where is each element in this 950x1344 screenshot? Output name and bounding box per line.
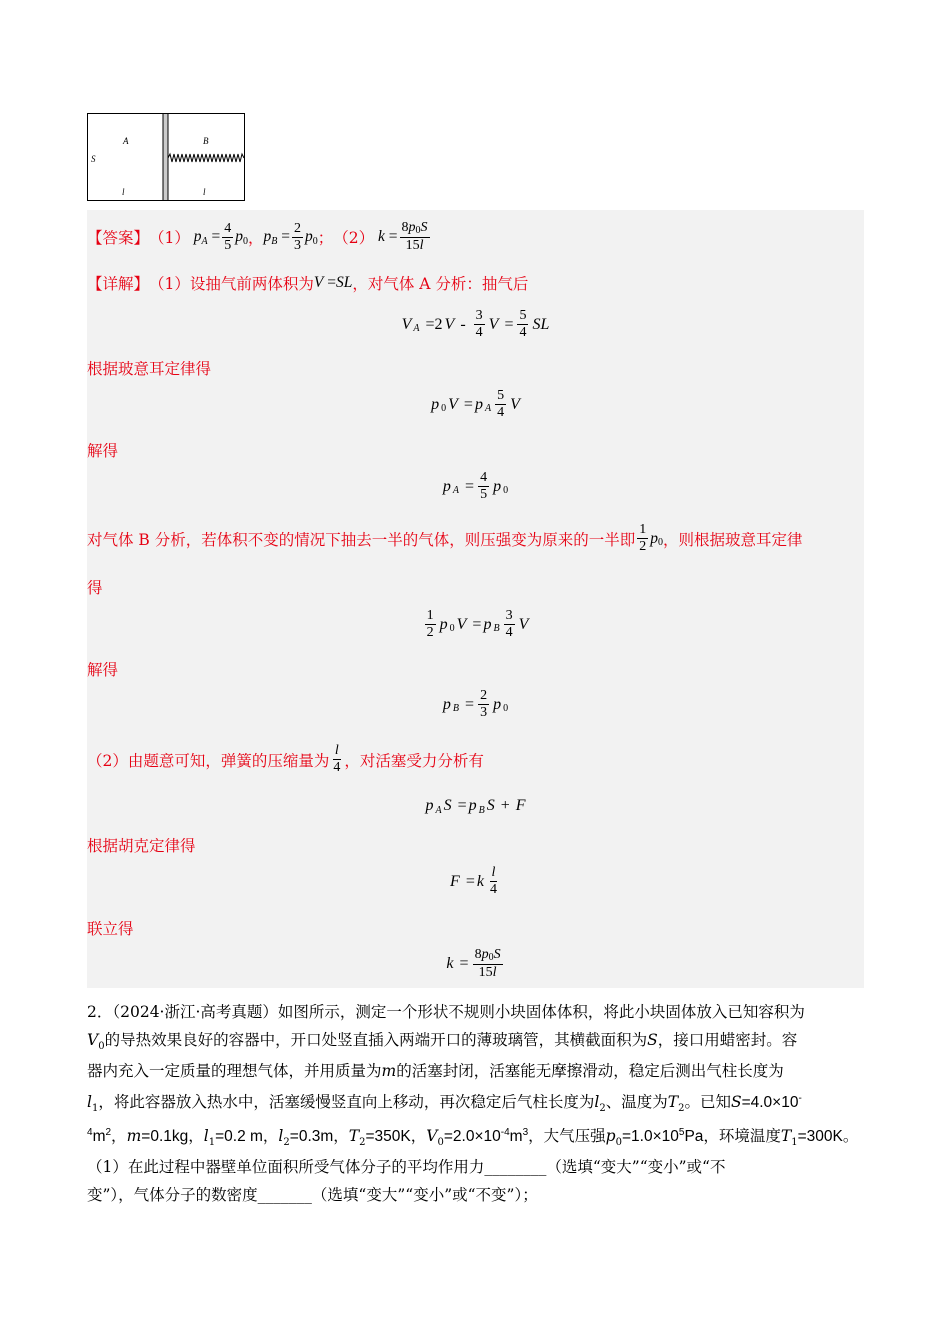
q-line-4-text-c: 。已知 [684, 1093, 731, 1112]
answer-sep2: ； [317, 229, 334, 247]
q-line-2-text-a: 的导热效果良好的容器中，开口处竖直插入两端开口的薄玻璃管，其横截面积为 [104, 1031, 648, 1049]
q-line-6: （1）在此过程中器壁单位面积所受气体分子的平均作用力________（选填“变大”“变小”或“不 [87, 1158, 726, 1177]
q-line-5-l1: =0.2 m， [215, 1128, 279, 1146]
q-line-5-t2: =350K， [365, 1128, 427, 1146]
q-line-5-p0: =1.0×10 [621, 1128, 679, 1146]
detail-part2-text-b: ，对活塞受力分析有 [344, 751, 484, 770]
detail-line-b-text-a: 对气体 B 分析，若体积不变的情况下抽去一半的气体，则压强变为原来的一半即 [87, 530, 636, 549]
answer-part2-label: （2） [333, 229, 375, 247]
label-l-left: l [122, 187, 125, 197]
q-line-3-text-a: 器内充入一定质量的理想气体，并用质量为 [87, 1062, 382, 1080]
piston [163, 114, 168, 201]
detail-line1 [87, 272, 528, 294]
q-line-5-text-p: ，大气压强 [528, 1127, 606, 1146]
q-line-4: $l_1$，将此容器放入热水中，活塞缓慢竖直向上移动，再次稳定后气柱长度为$l_2$、温度为$T_2$。已知S=4.0×10- [87, 1093, 802, 1115]
equation-va: V A =2 V - $\frac{3}{4}$ V = $\frac{5}{4}$ SL [401, 308, 550, 340]
boyle-text-1: 根据玻意耳定律得 [87, 360, 212, 378]
q-line-4-text-a: ，将此容器放入热水中，活塞缓慢竖直向上移动，再次稳定后气柱长度为 [98, 1093, 595, 1112]
detail-part2 [87, 743, 484, 776]
apparatus-diagram [87, 113, 245, 201]
detail-part2-text-a: （2）由题意可知，弹簧的压缩量为 [87, 751, 330, 770]
q-line-5-unit-m: m [92, 1128, 106, 1146]
equation-force-balance: p A S = p B S + F [425, 797, 526, 816]
q-line-5-comma: ， [111, 1127, 127, 1146]
label-b: B [203, 136, 209, 146]
equation-pa: p A = $\frac{4}{5}$ p 0 [442, 470, 509, 502]
label-a: A [123, 136, 129, 146]
q-line-4-value-s: =4.0×10 [741, 1094, 799, 1112]
equation-boyle-b: $\frac{1}{2}$ p 0 V = p B $\frac{3}{4}$ V [426, 608, 529, 640]
q-line-5-unit-m3: m [509, 1128, 523, 1146]
q-line-7: 变”），气体分子的数密度_______（选填“变大”“变小”或“不变”）； [87, 1186, 538, 1205]
question-2 [87, 998, 867, 1209]
solve-text-2: 解得 [87, 661, 119, 679]
q-line-1 [87, 998, 867, 1026]
answer-tag: 【答案】 [87, 229, 150, 247]
detail-tag: 【详解】 [87, 275, 150, 293]
q-line-2: $V_0$的导热效果良好的容器中，开口处竖直插入两端开口的薄玻璃管，其横截面积为S，接口用蜡密封。容 [87, 1031, 798, 1052]
solve-text-1: 解得 [87, 442, 119, 460]
q-line-5-t1: =300K。 [797, 1128, 859, 1146]
answer-part1-label: （1） [149, 229, 190, 247]
answer-pb: p B = $\frac{2}{3}$ p 0 [263, 220, 318, 253]
q-line-1-text: 2．（2024·浙江·高考真题）如图所示，测定一个形状不规则小块固体体积，将此小块固体放入已知容积为 [87, 1003, 805, 1021]
equation-k: k = $\frac{8p0S}{15l}$ [446, 947, 501, 980]
q-line-2-text-b: ，接口用蜡密封。容 [657, 1031, 798, 1049]
v-eq-sl: V =SL [313, 274, 353, 291]
q-line-5: $^4m^2$，m=0.1kg，$l_1=0.2$ m，$l_2=0.3m$，$T_2=350K$，$V_0=2.0\times 10^{-4}m^3$，大气压强$p_0=1.0\times 10^5Pa$，环境温度$T_1=300K$。 [87, 1127, 859, 1149]
equation-hooke: F = k $\frac{l}{4}$ [450, 865, 497, 897]
detail-line-b [87, 522, 803, 555]
combine-text: 联立得 [87, 920, 134, 938]
label-s: S [91, 154, 96, 164]
l-over-4: $\frac{l}{4}$ [333, 743, 341, 775]
answer-k: k = $\frac{8p0S}{15l}$ [378, 220, 428, 253]
hooke-text: 根据胡克定律得 [87, 837, 196, 855]
detail-line1-text-a: （1）设抽气前两体积为 [149, 275, 314, 293]
equation-boyle-a: p 0 V = p A $\frac{5}{4}$ V [431, 388, 520, 420]
detail-line1-text-b: ，对气体 A 分析：抽气后 [352, 275, 529, 293]
answer-pa: p A = $\frac{4}{5}$ p 0 [193, 220, 248, 253]
solution-block [87, 210, 864, 988]
q-line-5-v0: =2.0×10 [443, 1128, 501, 1146]
q-line-3: 器内充入一定质量的理想气体，并用质量为m的活塞封闭，活塞能无摩擦滑动，稳定后测出气柱长度为 [87, 1062, 784, 1080]
label-l-right: l [203, 187, 206, 197]
q-line-5-text-t: Pa，环境温度 [684, 1128, 781, 1146]
spring [168, 154, 244, 162]
detail-line-b-text-b: ，则根据玻意耳定律 [663, 530, 803, 549]
q-line-5-l2: =0.3m， [289, 1128, 349, 1146]
answer-line [87, 220, 432, 254]
half-p0: $\frac{1}{2}$ p 0 [639, 522, 663, 554]
answer-sep1: ， [248, 229, 264, 247]
q-line-4-exp: - [798, 1093, 802, 1104]
detail-line-b-cont: 得 [87, 579, 103, 597]
equation-pb: p B = $\frac{2}{3}$ p 0 [442, 688, 509, 720]
q-line-5-m: =0.1kg， [141, 1128, 204, 1146]
q-line-3-text-b: 的活塞封闭，活塞能无摩擦滑动，稳定后测出气柱长度为 [396, 1062, 784, 1080]
q-line-4-text-b: 、温度为 [605, 1093, 668, 1112]
